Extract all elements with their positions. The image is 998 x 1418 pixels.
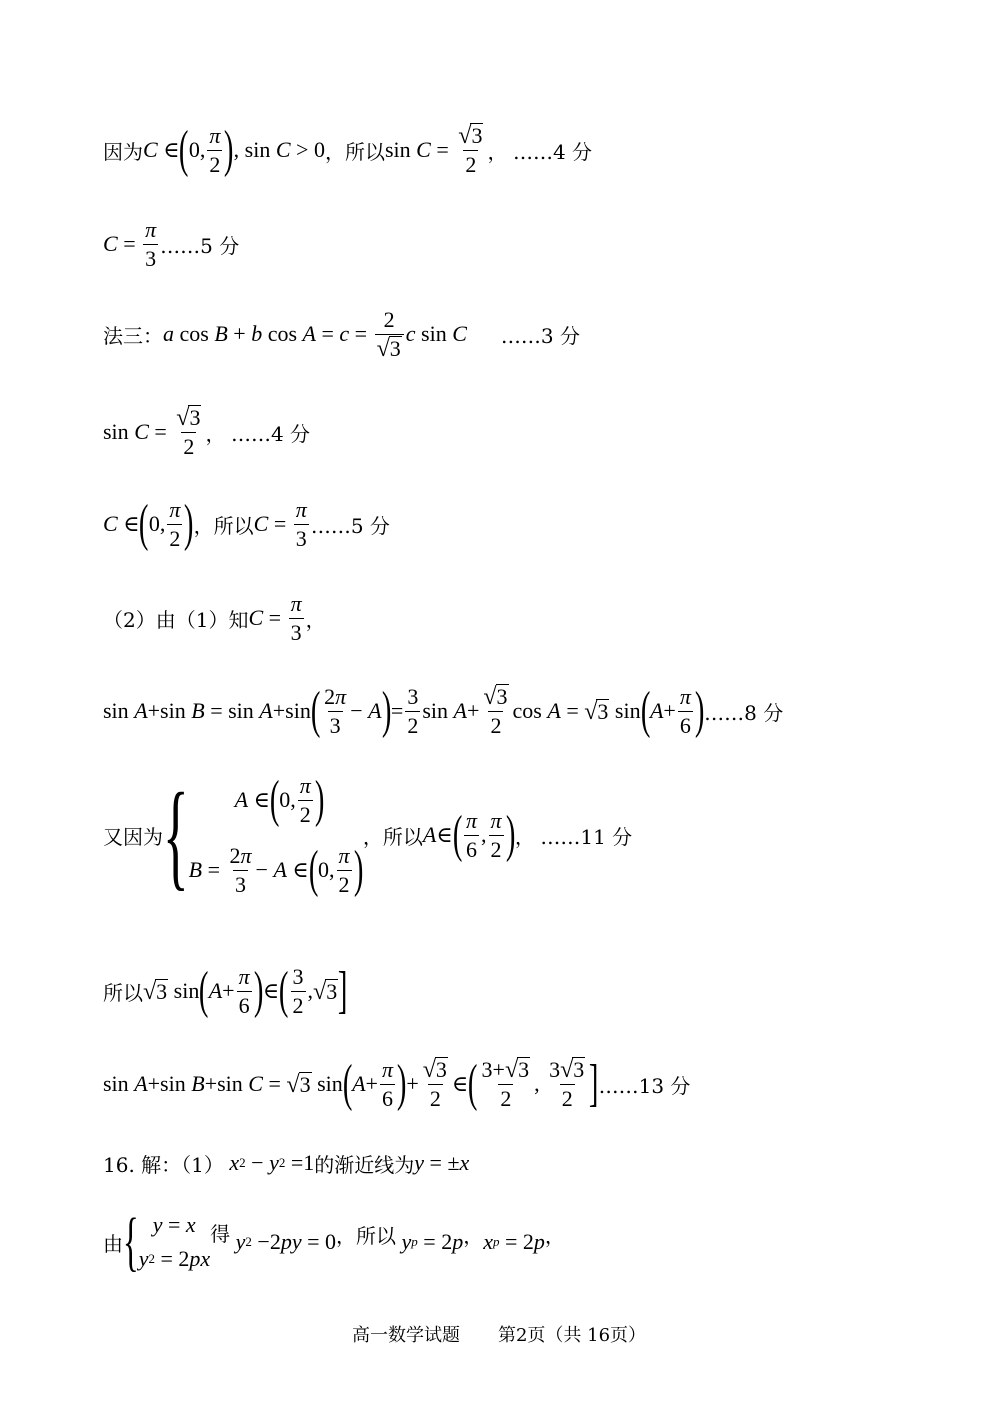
fraction: $\frac{\pi}{2}$ bbox=[299, 772, 311, 827]
line-8: 又因为 { A ∈ ( 0, $\frac{\pi}{2}$ ) B = $\frac{2\pi}{3}$ − A ∈ ( 0, $\frac{\pi}{2}$ ) ，所以 A ∈ ( $\frac{\pi}{6}$ , $\frac{\pi}{2}$ ) ， ……11 分 bbox=[103, 765, 632, 905]
paren-left: ( bbox=[179, 121, 189, 178]
part-two-label: （2）由（1）知 bbox=[103, 607, 249, 632]
fraction: $\frac{\pi}{6}$ bbox=[679, 683, 691, 738]
fraction: $\frac{\pi}{2}$ bbox=[490, 807, 502, 862]
comma: ， bbox=[205, 421, 226, 446]
line-11: 16. 解：（1） x 2 − y 2 =1 的渐近线为 y = ± x bbox=[103, 1150, 470, 1177]
line-9: 所以 √ 3 sin ( A + $\frac{\pi}{6}$ ) ∈ ( $\frac{3}{2}$ , √ 3 ] bbox=[103, 962, 348, 1019]
text-so: ，所以 bbox=[336, 1223, 397, 1248]
text-so: ，所以 bbox=[362, 824, 423, 849]
math-C: C bbox=[143, 137, 158, 162]
text-get: 得 bbox=[210, 1221, 231, 1246]
text-from: 由 bbox=[103, 1231, 123, 1256]
fraction: $\frac{\pi}{2}$ bbox=[169, 496, 181, 551]
line-3: 法三： a cos B + b cos A = c = 2 √ 3 c sin C ……3 分 bbox=[103, 306, 580, 362]
fraction: $\frac{\pi}{2}$ bbox=[338, 842, 350, 897]
line-5: C ∈ ( 0, $\frac{\pi}{2}$ ) ，所以 C = $\frac{\pi}{3}$ ……5 分 bbox=[103, 495, 390, 552]
left-brace: { bbox=[162, 768, 189, 901]
inequality-system: A ∈ ( 0, $\frac{\pi}{2}$ ) B = $\frac{2\pi}{3}$ − A ∈ ( 0, $\frac{\pi}{2}$ ) bbox=[188, 771, 363, 898]
score-label: ……3 分 bbox=[500, 323, 580, 348]
fraction: 2 √ 3 bbox=[375, 306, 404, 363]
fraction: $\frac{3}{2}$ bbox=[292, 963, 304, 1018]
paren-right: ) bbox=[224, 121, 234, 178]
fraction: 3 √ 3 2 bbox=[549, 1056, 585, 1111]
fraction: √ 3 2 bbox=[483, 683, 508, 738]
fraction: $\frac{\pi}{3}$ bbox=[295, 496, 307, 551]
fraction: $\frac{3}{2}$ bbox=[407, 683, 419, 738]
score-label: ……4 分 bbox=[230, 421, 311, 446]
text-also-because: 又因为 bbox=[103, 824, 163, 849]
score-label: ……5 分 bbox=[310, 513, 390, 538]
text-so: 所以 bbox=[103, 980, 143, 1005]
line-1: 因为 C ∈ ( 0, $\frac{\pi}{2}$ ) , sin C > 0 ，所以 sin C = √ 3 2 ， ……4 分 bbox=[103, 121, 593, 178]
score-label: ……4 分 bbox=[512, 139, 593, 164]
score-label: ……8 分 bbox=[704, 700, 784, 725]
page-footer bbox=[0, 1321, 998, 1347]
fraction: $\frac{2\pi}{3}$ bbox=[324, 683, 347, 738]
text-because: 因为 bbox=[103, 139, 143, 164]
fraction: $\frac{\pi}{6}$ bbox=[465, 807, 477, 862]
comma: ， bbox=[544, 1223, 565, 1248]
score-label: ……13 分 bbox=[598, 1073, 691, 1098]
left-brace: { bbox=[122, 1205, 139, 1278]
fraction: √ 3 2 bbox=[458, 122, 483, 177]
line-4: sin C = √ 3 2 ， ……4 分 bbox=[103, 404, 311, 459]
footer-page-number: 第2页（共 16页） bbox=[497, 1325, 647, 1346]
comma: ， bbox=[463, 1223, 484, 1248]
method-three-label: 法三： bbox=[103, 323, 163, 348]
line-10: sin A +sin B +sin C = √ 3 sin ( A + $\frac{\pi}{6}$ ) + √ 3 2 ∈ ( 3+ √ 3 2 , 3 √ 3 2 ] ……13 分 bbox=[103, 1055, 691, 1112]
fraction: $\frac{\pi}{3}$ bbox=[145, 216, 157, 271]
fraction: √ 3 2 bbox=[176, 404, 201, 459]
fraction: $\frac{\pi}{3}$ bbox=[290, 590, 302, 645]
score-label: ……5 分 bbox=[160, 233, 240, 258]
text-so: ，所以 bbox=[193, 513, 254, 538]
problem-16-label: 16. 解：（1） bbox=[103, 1152, 224, 1177]
footer-title: 高一数学试题 bbox=[351, 1325, 460, 1346]
fraction: $\frac{\pi}{2}$ bbox=[209, 122, 221, 177]
text-asymptote: 的渐近线为 bbox=[314, 1152, 415, 1177]
fraction: 3+ √ 3 2 bbox=[481, 1056, 530, 1111]
equation-system: y = x y 2 = 2 px bbox=[138, 1212, 211, 1271]
fraction: √ 3 2 bbox=[422, 1056, 447, 1111]
fraction: $\frac{2\pi}{3}$ bbox=[229, 842, 252, 897]
comma: ， bbox=[305, 607, 326, 632]
line-7: sin A +sin B = sin A +sin ( $\frac{2\pi}{3}$ − A ) = $\frac{3}{2}$ sin A + √ 3 2 cos A = √ 3 sin ( A + $\frac{\pi}{6}$ ) ……8 分 bbox=[103, 682, 784, 739]
comma: ， bbox=[514, 824, 535, 849]
fraction: $\frac{\pi}{6}$ bbox=[381, 1056, 393, 1111]
line-12: 由 { y = x y 2 = 2 px 得 y 2 −2 py = 0 ，所以 y p = 2 p ， x p = 2 p ， bbox=[103, 1205, 565, 1278]
text-so: ，所以 bbox=[324, 139, 385, 164]
fraction: $\frac{\pi}{6}$ bbox=[238, 963, 250, 1018]
score-label: ……11 分 bbox=[540, 824, 633, 849]
line-2: C = $\frac{\pi}{3}$ ……5 分 bbox=[103, 216, 240, 271]
comma: ， bbox=[487, 139, 508, 164]
line-6: （2）由（1）知 C = $\frac{\pi}{3}$ ， bbox=[103, 590, 326, 645]
